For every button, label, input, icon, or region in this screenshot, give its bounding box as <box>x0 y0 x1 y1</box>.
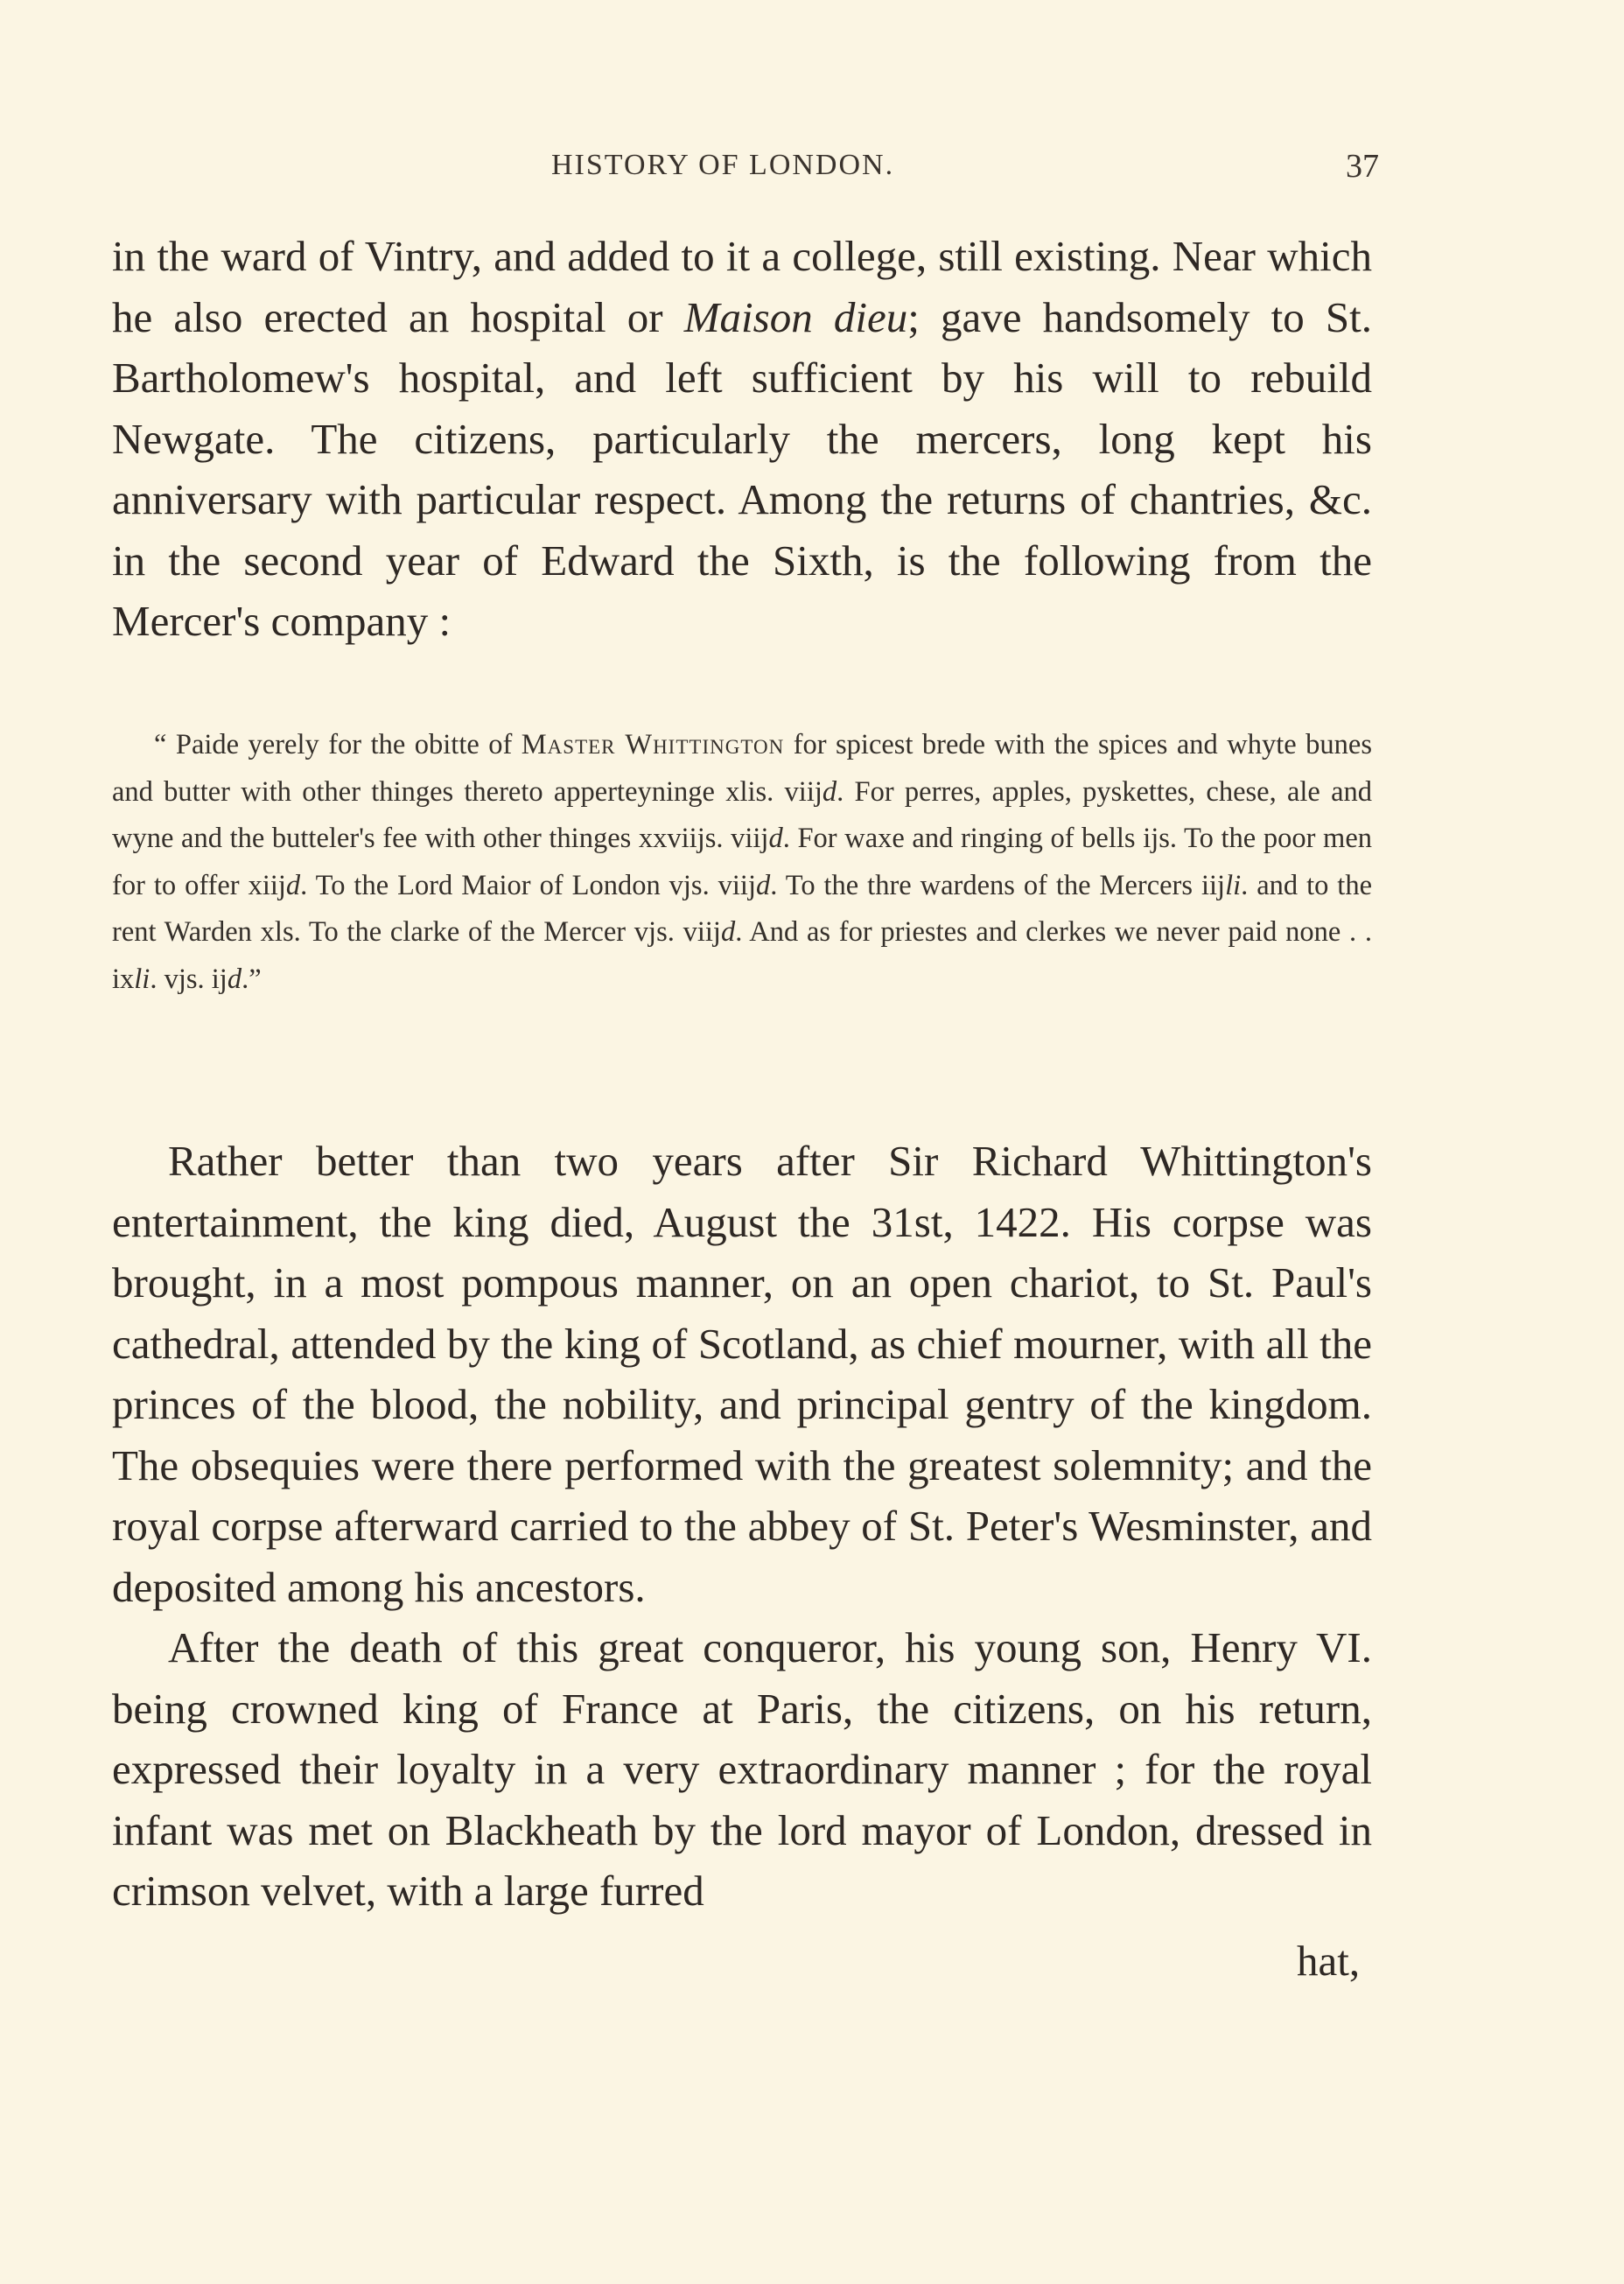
paragraph-henry-vi: After the death of this great conqueror, his young son, Henry VI. being crowned king of France at Paris, the citizens, on his return, expressed their loyalty in a very extraordinary manner ; for the royal infant was met on Blackheath by the lord mayor of London, dressed in crimson velvet, with a large furred <box>112 1623 1372 1915</box>
quote-italic: li <box>134 963 150 995</box>
quote-text: . For waxe and ringing of bells ijs. To the poor men for to offer xiij <box>112 823 1372 901</box>
paragraph-text: in the ward of Vintry, and added to it a college, still existing. Near which he also erected an hospital or <box>112 232 1372 341</box>
quote-text: . and to the rent Warden xls. To the clarke of the Mercer vjs. viij <box>112 869 1372 948</box>
paragraph-whittington-bequests <box>112 226 1372 652</box>
quote-text: . vjs. ij <box>150 963 228 995</box>
running-title: HISTORY OF LONDON. <box>551 149 895 181</box>
quote-italic: d <box>756 869 771 901</box>
quote-italic: d <box>720 916 736 948</box>
block-quotation <box>112 722 1372 1003</box>
quote-text: . To the thre wardens of the Mercers iij <box>770 869 1226 901</box>
quote-text: . And as for priestes and clerkes we never paid none . . ix <box>112 916 1372 995</box>
quote-italic: li <box>1225 869 1242 901</box>
paragraph-king-death: Rather better than two years after Sir Richard Whittington's entertainment, the king died, August the 31st, 1422. His corpse was brought, in a most pompous manner, on an open chariot, to St. Paul's cathedral, attended by the king of Scotland, as chief mourner, with all the princes of the blood, the nobility, and principal gentry of the kingdom. The obsequies were there performed with the greatest solemnity; and the royal corpse afterward carried to the abbey of St. Peter's Wesminster, and deposited among his ancestors. <box>112 1137 1372 1611</box>
body-text-lower <box>112 1131 1372 1922</box>
catchword: hat, <box>1297 1937 1361 1985</box>
quote-text: .” <box>242 963 262 995</box>
quote-text: “ Paide yerely for the obitte of <box>154 729 522 760</box>
quote-italic: d <box>768 823 783 854</box>
paragraph-text: ; gave handsomely to St. Bartholomew's hospital, and left sufficient by his will to rebuild Newgate. The citizens, particularly the mercers, long kept his anniversary with particular respect. Among the returns of chantries, &c. in the second year of Edward the Sixth, is the following from the Mercer's company : <box>112 292 1372 645</box>
quote-italic: d <box>285 869 301 901</box>
quote-italic: d <box>822 775 837 808</box>
quote-text: for spicest brede with the spices and whyte bunes and butter with other thinges thereto apperteyninge xlis. viij <box>112 729 1372 808</box>
page-number: 37 <box>1346 148 1379 185</box>
quote-text: . To the Lord Maior of London vjs. viij <box>300 869 756 901</box>
quote-italic: d <box>227 963 242 995</box>
quote-text: . For perres, apples, pyskettes, chese, ale and wyne and the butteler's fee with other thinges xxviijs. viij <box>112 775 1372 854</box>
quote-small-caps-name: Master Whittington <box>521 729 785 760</box>
italic-phrase: Maison dieu <box>683 292 908 341</box>
